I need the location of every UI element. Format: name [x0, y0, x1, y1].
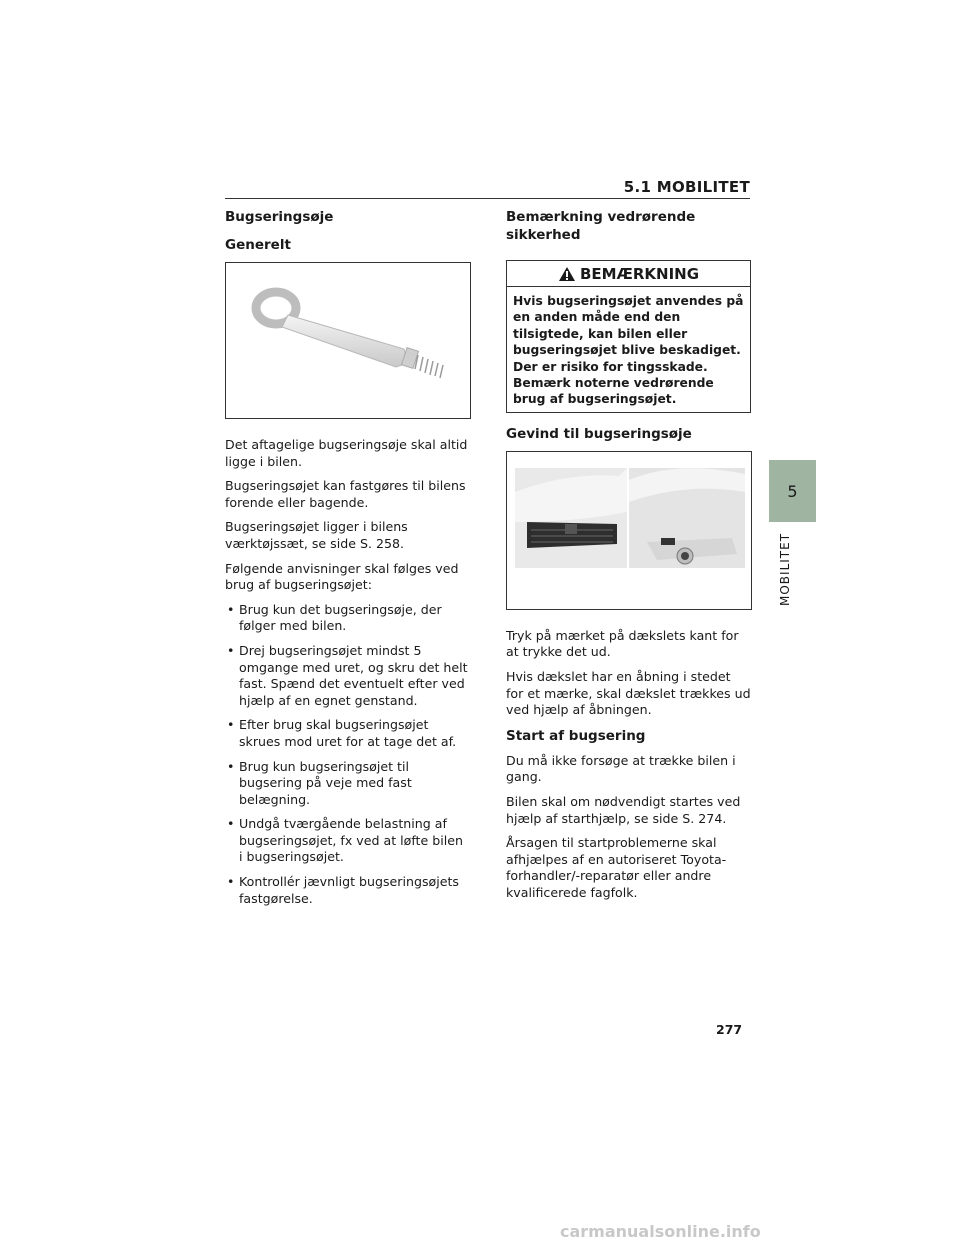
instruction-list: [225, 602, 470, 908]
start-title: Start af bugsering: [506, 727, 646, 744]
paragraph: Følgende anvisninger skal følges ved brug af bugseringsøjet:: [225, 560, 459, 593]
paragraph: Bugseringsøjet ligger i bilens værktøjssæt, se side S. 258.: [225, 519, 408, 551]
right-column: [506, 208, 751, 910]
tow-eye-illustration: [226, 263, 470, 418]
chapter-tab[interactable]: [769, 460, 816, 522]
list-item: • Efter brug skal bugseringsøjet skrues mod uret for at tage det af.: [225, 717, 470, 750]
notice-text: Hvis bugseringsøjet anvendes på en anden måde end den tilsigtede, kan bilen eller bugseringsøjet blive beskadiget. Der er risiko for tingsskade. Bemærk noterne vedrørende brug af bugseringsøjet.: [513, 294, 744, 407]
chapter-number: 5: [787, 481, 798, 501]
paragraph: Tryk på mærket på dækslets kant for at trykke det ud.: [506, 627, 739, 660]
thread-title: Gevind til bugseringsøje: [506, 425, 692, 442]
list-item: • Brug kun det bugseringsøje, der følger med bilen.: [225, 602, 470, 635]
subsection-title: Generelt: [225, 237, 291, 253]
safety-title: Bemærkning vedrørende sikkerhed: [506, 209, 696, 243]
bumper-figure: [506, 451, 752, 610]
paragraph: Du må ikke forsøge at trække bilen i gang.: [506, 752, 736, 785]
page-number: 277: [716, 1022, 743, 1037]
list-item: • Kontrollér jævnligt bugseringsøjets fastgørelse.: [225, 874, 470, 907]
section-header: 5.1 MOBILITET: [623, 178, 750, 196]
tow-eye-figure: [225, 262, 471, 419]
paragraph: Det aftagelige bugseringsøje skal altid ligge i bilen.: [225, 437, 468, 469]
paragraph: Årsagen til startproblemerne skal afhjælpes af en autoriseret Toyota-forhandler/-reparatør eller andre kvalificerede fagfolk.: [506, 835, 727, 900]
paragraph: Bilen skal om nødvendigt startes ved hjælp af starthjælp, se side S. 274.: [506, 794, 741, 826]
notice-header: [507, 261, 750, 287]
list-item: • Undgå tværgående belastning af bugseringsøjet, fx ved at løfte bilen i bugseringsøjet.: [225, 816, 470, 866]
chapter-label-text: MOBILITET: [778, 532, 792, 606]
warning-icon: [558, 266, 576, 282]
notice-label: BEMÆRKNING: [579, 264, 700, 283]
section-title: Bugseringsøje: [225, 209, 334, 225]
header-rule: [225, 198, 750, 199]
bumper-illustration: [507, 452, 751, 609]
chapter-label: [772, 528, 812, 608]
watermark: carmanualsonline.info: [560, 1222, 761, 1241]
list-item: • Drej bugseringsøjet mindst 5 omgange med uret, og skru det helt fast. Spænd det eventuelt efter ved hjælp af en egnet genstand.: [225, 643, 470, 709]
paragraph: Hvis dækslet har en åbning i stedet for et mærke, skal dækslet trækkes ud ved hjælp af åbningen.: [506, 669, 751, 718]
list-item: • Brug kun bugseringsøjet til bugsering på veje med fast belægning.: [225, 759, 470, 809]
notice-box: [506, 260, 751, 413]
paragraph: Bugseringsøjet kan fastgøres til bilens forende eller bagende.: [225, 478, 466, 510]
left-column: [225, 208, 470, 915]
